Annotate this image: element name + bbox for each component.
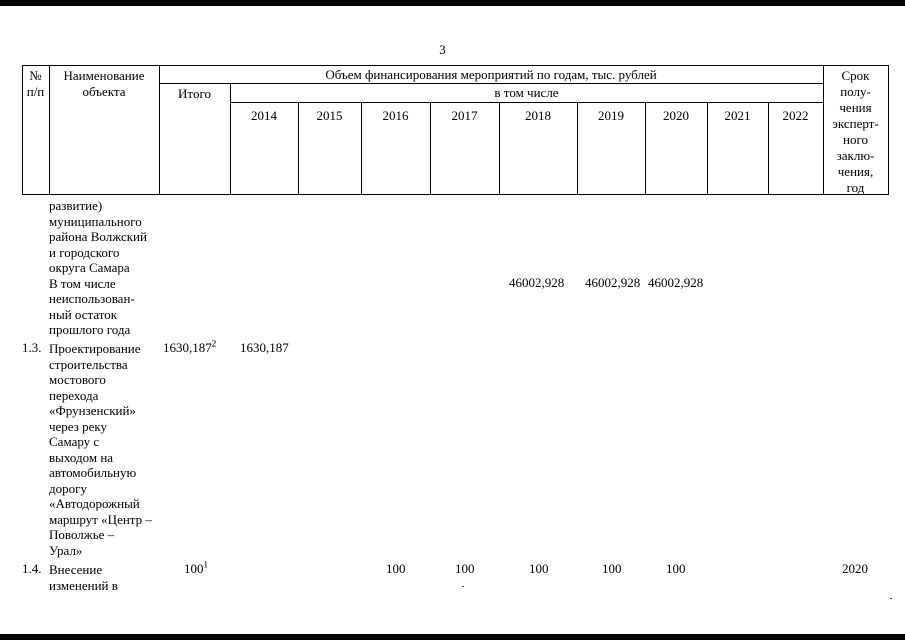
header-bottom-line	[22, 194, 889, 195]
row-14-name: Внесение изменений в	[49, 562, 118, 593]
grid-vline	[159, 65, 160, 195]
header-year: 2018	[525, 108, 551, 123]
header-total: Итого	[178, 86, 211, 101]
header-year: 2015	[316, 108, 343, 123]
row-cont-2019: 46002,928	[585, 275, 641, 290]
header-year: 2019	[598, 108, 624, 123]
row-cont-2020: 46002,928	[648, 275, 704, 290]
row-14-total: $100^1$	[184, 559, 208, 576]
scan-speck	[462, 586, 464, 587]
scan-speck	[890, 598, 892, 599]
header-year: 2021	[724, 108, 751, 123]
grid-vline	[888, 65, 889, 195]
row-14-2018: 100	[529, 561, 549, 576]
row-13-name: Проектирование строительства мостового перехода «Фрунзенский» через реку Самару с выходом на автомобильную дорогу «Автодорожный маршрут «Центр – Поволжье – Урал»	[49, 341, 152, 558]
row-14-2016: 100	[386, 561, 406, 576]
row-14-2017: 100	[455, 561, 475, 576]
header-col-num: № п/п	[26, 68, 45, 99]
header-year: 2016	[382, 108, 409, 123]
row-14-2020: 100	[666, 561, 686, 576]
row-cont-name: развитие) муниципального района Волжский и городского округа Самара В том числе неиспользован- ный остаток прошлого года	[49, 198, 147, 337]
row-14-2019: 100	[602, 561, 622, 576]
row-13-total: 1630,187$^2$	[163, 338, 217, 355]
header-funding-title: Объем финансирования мероприятий по годам, тыс. рублей	[325, 67, 657, 82]
header-year: 2020	[663, 108, 689, 123]
top-border	[0, 0, 905, 6]
header-col-name: Наименование объекта	[63, 68, 145, 99]
page-number: 3	[439, 42, 446, 57]
funding-title-line	[159, 83, 823, 84]
header-year: 2022	[782, 108, 809, 123]
row-14-num: 1.4.	[22, 561, 42, 576]
table-top-line	[22, 65, 889, 66]
header-incl: в том числе	[494, 85, 559, 100]
row-14-deadline: 2020	[842, 561, 868, 576]
header-year: 2017	[451, 108, 478, 123]
header-deadline: Срок полу- чения эксперт- ного заклю- чения, год	[832, 68, 879, 195]
row-13-2014: 1630,187	[240, 340, 289, 355]
bottom-border	[0, 634, 905, 640]
row-cont-2018: 46002,928	[509, 275, 565, 290]
header-year: 2014	[251, 108, 277, 123]
incl-line	[230, 102, 823, 103]
row-13-num: 1.3.	[22, 340, 42, 355]
